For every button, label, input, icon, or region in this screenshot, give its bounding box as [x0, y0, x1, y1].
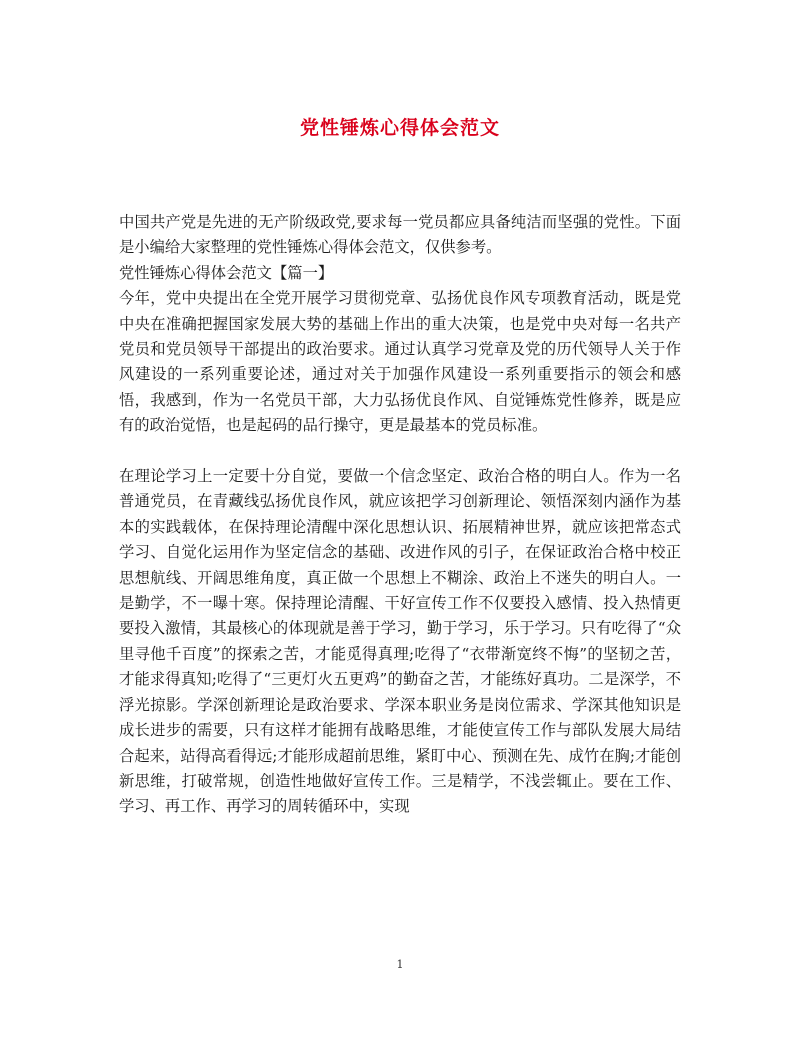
body-paragraph: 今年，党中央提出在全党开展学习贯彻党章、弘扬优良作风专项教育活动，既是党中央在准确把握国家发展大势的基础上作出的重大决策，也是党中央对每一名共产党员和党员领导干部提出的政治要求。通过认真学习党章及党的历代领导人关于作风建设的一系列重要论述，通过对关于加强作风建设一系列重要指示的领会和感悟，我感到，作为一名党员干部，大力弘扬优良作风、自觉锤炼党性修养，既是应有的政治觉悟，也是起码的品行操守，更是最基本的党员标准。 [119, 289, 681, 435]
document-body [119, 210, 681, 820]
intro-paragraph: 中国共产党是先进的无产阶级政党,要求每一党员都应具备纯洁而坚强的党性。下面是小编给大家整理的党性锤炼心得体会范文，仅供参考。 [119, 213, 681, 257]
section-heading: 党性锤炼心得体会范文【篇一】 [119, 263, 334, 282]
document-title: 党性锤炼心得体会范文 [299, 117, 500, 139]
body-paragraph: 在理论学习上一定要十分自觉，要做一个信念坚定、政治合格的明白人。作为一名普通党员，在青藏线弘扬优良作风，就应该把学习创新理论、领悟深刻内涵作为基本的实践载体，在保持理论清醒中深化思想认识、拓展精神世界，就应该把常态式学习、自觉化运用作为坚定信念的基础、改进作风的引子，在保证政治合格中校正思想航线、开阔思维角度，真正做一个思想上不糊涂、政治上不迷失的明白人。一是勤学，不一曝十寒。保持理论清醒、干好宣传工作不仅要投入感情、投入热情更要投入激情，其最核心的体现就是善于学习，勤于学习，乐于学习。只有吃得了“众里寻他千百度”的探索之苦，才能觅得真理;吃得了“衣带渐宽终不悔”的坚韧之苦，才能求得真知;吃得了“三更灯火五更鸡”的勤奋之苦，才能练好真功。二是深学，不浮光掠影。学深创新理论是政治要求、学深本职业务是岗位需求、学深其他知识是成长进步的需要，只有这样才能拥有战略思维，才能使宣传工作与部队发展大局结合起来，站得高看得远;才能形成超前思维，紧盯中心、预测在先、成竹在胸;才能创新思维，打破常规，创造性地做好宣传工作。三是精学，不浅尝辄止。要在工作、学习、再工作、再学习的周转循环中，实现 [119, 467, 681, 816]
page-number: 1 [396, 958, 404, 971]
